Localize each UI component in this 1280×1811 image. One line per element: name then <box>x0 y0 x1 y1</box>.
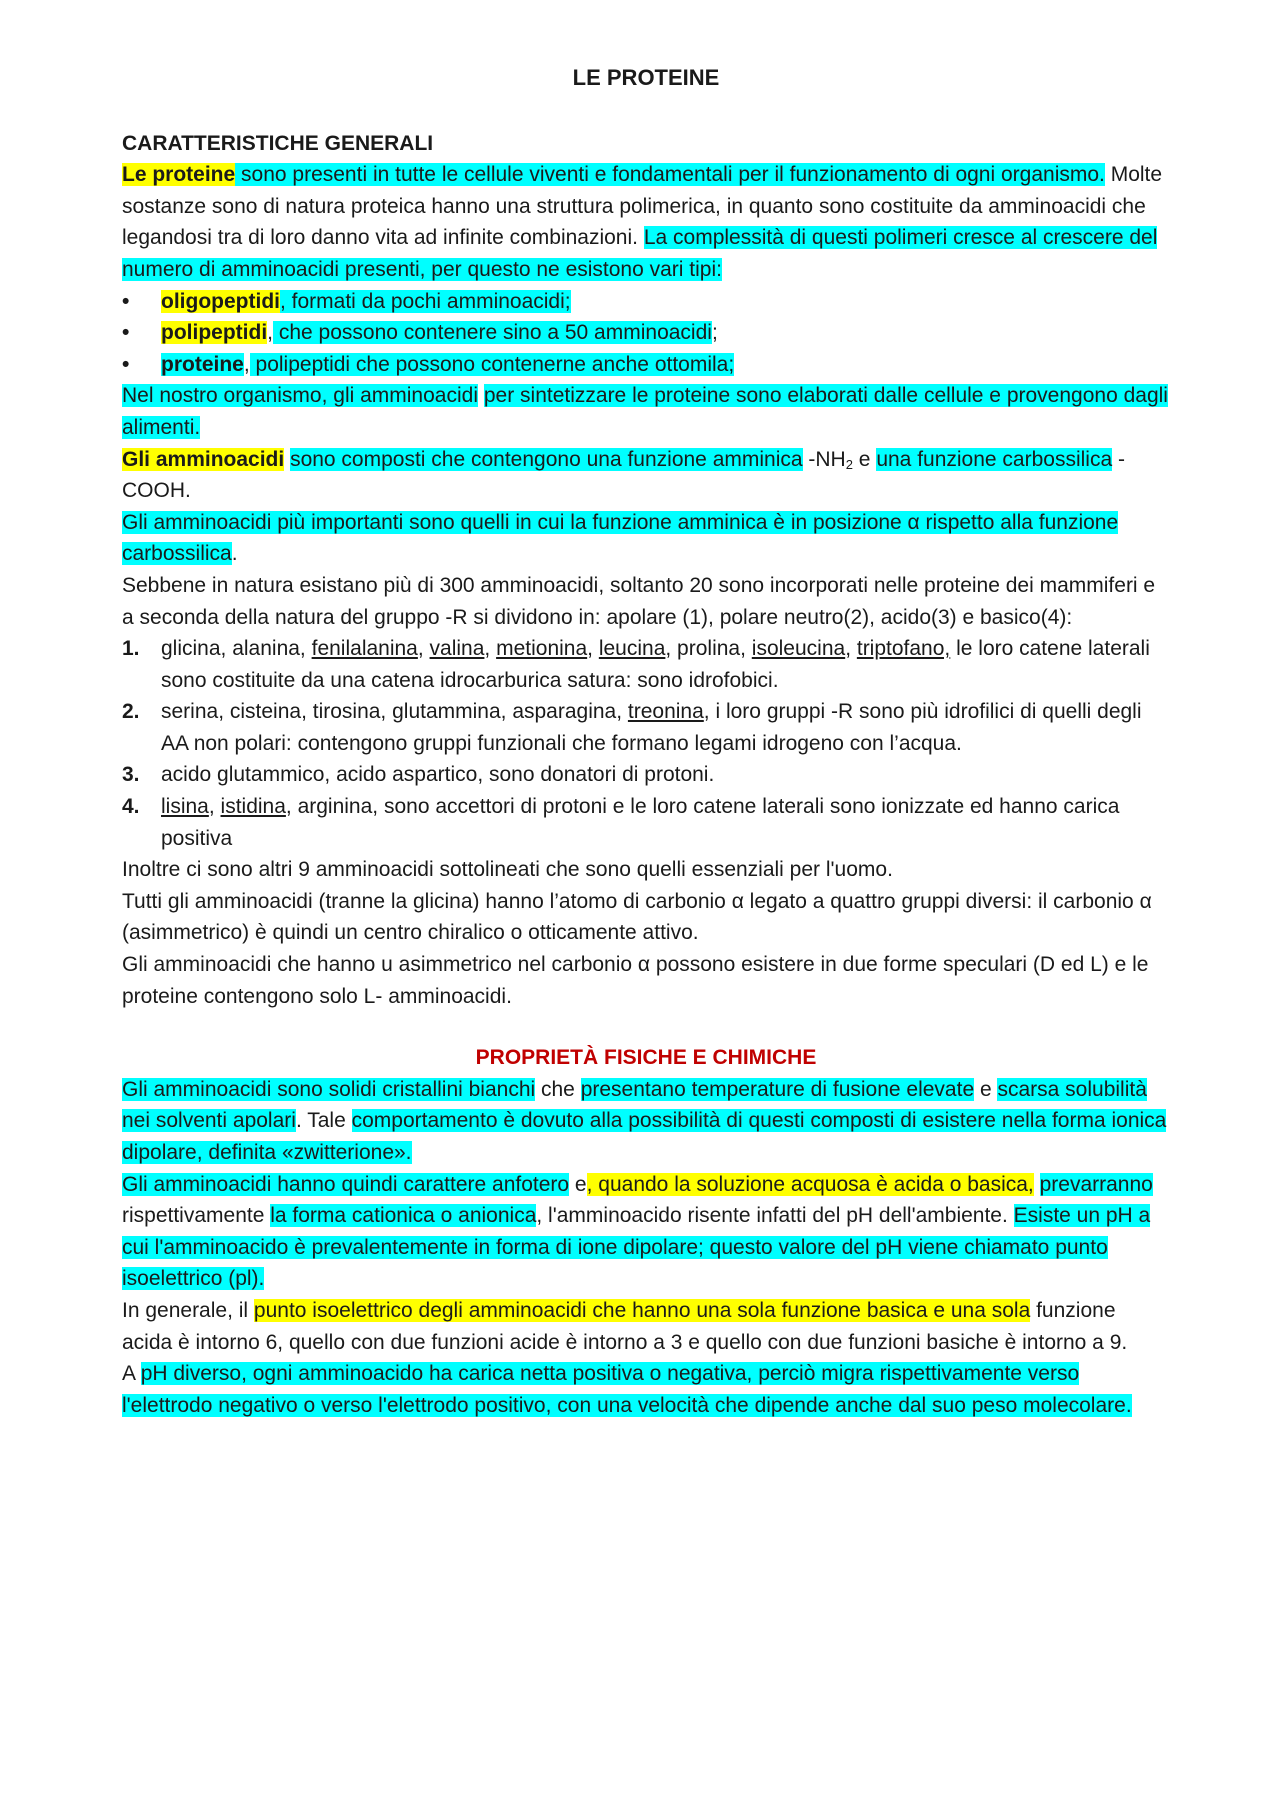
paragraph-isoelectric <box>122 1295 1170 1358</box>
text: , l'amminoacido risente infatti del pH dell'ambiente. <box>536 1204 1014 1228</box>
list-item <box>122 759 1170 791</box>
hl-text: scarsa solubilità nei solventi apolari <box>122 1077 1147 1133</box>
list-item <box>122 317 1170 349</box>
essential-amino: treonina <box>627 700 704 724</box>
essential-amino: fenilalanina <box>311 637 418 661</box>
hl-text <box>122 448 284 471</box>
list-number: 2. <box>122 700 140 724</box>
text: A <box>122 1362 141 1386</box>
text: , i loro gruppi -R sono più idrofilici di quelli degli AA non polari: contengono gruppi funzionali che formano legami idrogeno con l’acqua. <box>161 700 1142 755</box>
amino-groups-list <box>122 633 1170 854</box>
essential-amino: triptofano, <box>856 637 951 661</box>
paragraph-chiral: Tutti gli amminoacidi (tranne la glicina) hanno l’atomo di carbonio α legato a quattro gruppi diversi: il carbonio α (asimmetrico) è quindi un centro chiralico o otticamente attivo. <box>122 889 1152 945</box>
text <box>1034 1173 1040 1196</box>
text: In generale, il <box>122 1298 254 1322</box>
hl-text <box>161 321 267 344</box>
term: polipeptidi <box>161 321 268 345</box>
text: , arginina, sono accettori di protoni e le loro catene laterali sono ionizzate ed hanno carica positiva <box>161 795 1120 850</box>
hl-text: La complessità di questi polimeri cresce al crescere del numero di amminoacidi presenti, per questo ne esistono vari tipi: <box>122 226 1158 281</box>
essential-amino: valina <box>429 637 485 661</box>
text: , <box>208 795 221 819</box>
hl-text: Gli amminoacidi sono solidi cristallini bianchi <box>122 1077 536 1101</box>
text: e <box>974 1077 998 1101</box>
paragraph-isomers: Gli amminoacidi che hanno u asimmetrico nel carbonio α possono esistere in due forme speculari (D ed L) e le proteine contengono solo L- amminoacidi. <box>122 953 1149 1008</box>
hl-text: prevarranno <box>1039 1172 1153 1196</box>
text: , <box>417 637 430 661</box>
hl-text: Gli amminoacidi hanno quindi carattere anfotero <box>122 1172 570 1196</box>
hl-text: Nel nostro organismo, gli amminoacidi <box>122 384 478 408</box>
list-item <box>122 696 1170 759</box>
hl-text: presentano temperature di fusione elevate <box>580 1077 975 1101</box>
essential-amino: isoleucina <box>751 637 846 661</box>
hl-text <box>161 353 244 376</box>
text: e <box>852 447 877 471</box>
hl-text: Esiste un pH a cui l'amminoacido è prevalentemente in forma di ione dipolare; questo valore del pH viene chiamato punto isoelettrico (pl). <box>122 1204 1151 1291</box>
hl-text: , quando la soluzione acquosa è acida o basica, <box>586 1172 1034 1196</box>
paragraph-amphoteric <box>122 1169 1170 1295</box>
paragraph-physical <box>122 1074 1170 1169</box>
essential-amino: istidina <box>220 795 286 819</box>
text: , <box>267 321 273 345</box>
hl-text: polipeptidi che possono contenerne anche ottomila; <box>249 352 735 376</box>
hl-text <box>122 163 235 186</box>
paragraph-classification: Sebbene in natura esistano più di 300 amminoacidi, soltanto 20 sono incorporati nelle proteine dei mammiferi e a seconda della natura del gruppo -R si dividono in: apolare (1), polare neutro(2), acido(3) e basico(4): <box>122 573 1156 629</box>
page-title: LE PROTEINE <box>572 65 720 90</box>
term-proteine: Le proteine <box>122 163 236 187</box>
hl-text: comportamento è dovuto alla possibilità di questi composti di esistere nella forma ionica dipolare, definita «zwitterione». <box>122 1109 1167 1164</box>
text: funzione acida è intorno 6, quello con due funzioni acide è intorno a 3 e quello con due funzioni basiche è intorno a 9. <box>122 1298 1128 1354</box>
list-item <box>122 349 1170 381</box>
text: Molte sostanze sono di natura proteica hanno una struttura polimerica, in quanto sono costituite da amminoacidi che legandosi tra di loro danno vita ad infinite combinazioni. <box>122 163 1163 250</box>
hl-text: una funzione carbossilica <box>876 447 1113 471</box>
hl-text: per sintetizzare le proteine sono elaborati dalle cellule e provengono dagli alimenti. <box>122 384 1168 439</box>
paragraph-intro <box>122 159 1170 285</box>
term: proteine <box>161 352 244 376</box>
list-number: 4. <box>122 795 140 819</box>
essential-amino: leucina <box>598 637 666 661</box>
essential-amino: lisina <box>161 795 209 819</box>
paragraph-organism <box>122 380 1170 443</box>
term-amminoacidi: Gli amminoacidi <box>122 447 285 471</box>
hl-text <box>161 290 280 313</box>
text: rispettivamente <box>122 1204 271 1228</box>
text: , <box>243 352 250 376</box>
list-number: 3. <box>122 763 140 787</box>
paragraph-amino-definition <box>122 444 1170 507</box>
hl-text: Gli amminoacidi più importanti sono quelli in cui la funzione amminica è in posizione α rispetto alla funzione carbossilica <box>122 510 1119 566</box>
paragraph-essential: Inoltre ci sono altri 9 amminoacidi sottolineati che sono quelli essenziali per l'uomo. <box>122 858 893 882</box>
text: acido glutammico, acido aspartico, sono donatori di protoni. <box>161 763 715 787</box>
hl-text: sono presenti in tutte le cellule viventi e fondamentali per il funzionamento di ogni organismo. <box>235 163 1105 187</box>
list-item <box>122 286 1170 318</box>
text: , <box>484 637 497 661</box>
text: serina, cisteina, tirosina, glutammina, asparagina, <box>161 700 628 724</box>
text: ; <box>711 321 718 345</box>
list-item <box>122 791 1170 854</box>
subscript: 2 <box>845 456 853 472</box>
hl-text: sono composti che contengono una funzione amminica <box>290 447 803 471</box>
text: le loro catene laterali sono costituite da una catena idrocarburica satura: sono idrofobici. <box>161 637 1150 692</box>
text: . Tale <box>295 1109 352 1133</box>
hl-text: punto isoelettrico degli amminoacidi che hanno una sola funzione basica e una sola <box>253 1298 1031 1322</box>
hl-text: pH diverso, ogni amminoacido ha carica netta positiva o negativa, perciò migra rispettivamente verso l'elettrodo negativo o verso l'elettrodo positivo, con una velocità che dipende anche dal suo peso molecolare. <box>122 1362 1132 1417</box>
text: e <box>569 1172 587 1196</box>
text: -COOH. <box>122 447 1125 503</box>
text: che <box>535 1077 581 1101</box>
hl-text: , formati da pochi amminoacidi; <box>279 289 571 313</box>
peptide-types-list <box>122 286 1170 381</box>
term: oligopeptidi <box>161 289 280 313</box>
text: , <box>587 637 599 661</box>
text: . <box>231 542 238 566</box>
list-number: 1. <box>122 637 140 661</box>
paragraph-alpha <box>122 507 1170 570</box>
text <box>478 384 484 407</box>
section-heading-general: CARATTERISTICHE GENERALI <box>122 131 434 155</box>
essential-amino: metionina <box>496 637 588 661</box>
text: -NH <box>802 447 846 471</box>
hl-text: che possono contenere sino a 50 amminoacidi <box>273 321 712 345</box>
section-heading-properties: PROPRIETÀ FISICHE E CHIMICHE <box>475 1046 817 1070</box>
text: glicina, alanina, <box>161 637 312 661</box>
text: , <box>845 637 857 661</box>
text: , prolina, <box>665 637 752 661</box>
hl-text: la forma cationica o anionica <box>270 1204 537 1228</box>
list-item <box>122 633 1170 696</box>
paragraph-migration <box>122 1358 1170 1421</box>
